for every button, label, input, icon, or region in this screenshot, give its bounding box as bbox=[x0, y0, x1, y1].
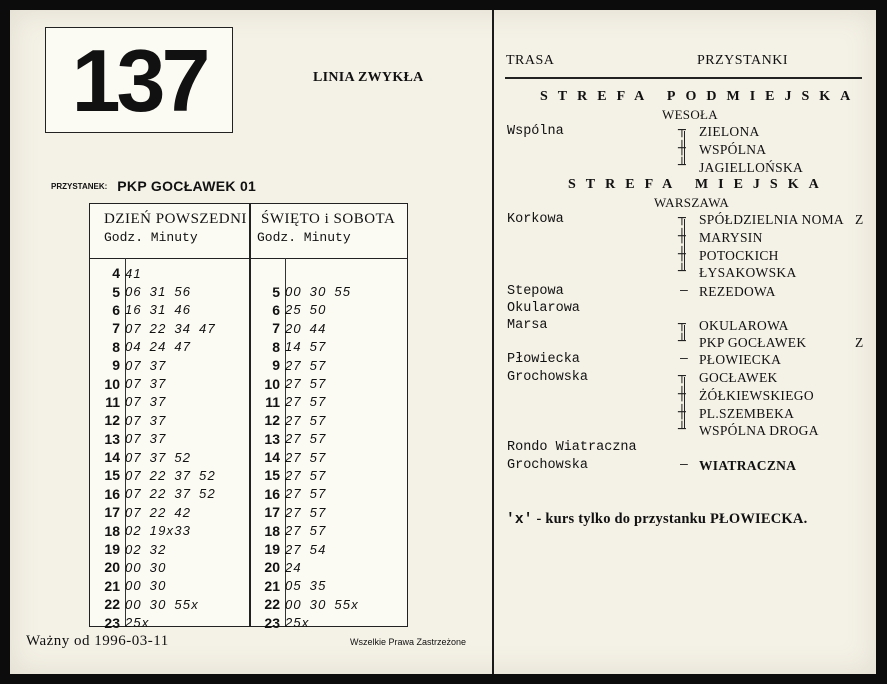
minutes-cell: 04 24 47 bbox=[125, 339, 192, 355]
holiday-row bbox=[250, 374, 409, 392]
hour-cell: 4 bbox=[112, 265, 120, 282]
minutes-cell: 20 44 bbox=[285, 320, 327, 336]
minutes-cell: 07 37 bbox=[125, 431, 167, 447]
minutes-cell: 27 57 bbox=[285, 394, 327, 410]
weekday-row bbox=[90, 374, 249, 392]
hour-cell: 16 bbox=[264, 485, 280, 502]
minutes-cell: 07 37 52 bbox=[125, 449, 192, 465]
stop-tick: ┴ bbox=[678, 334, 686, 349]
minutes-cell: 41 bbox=[125, 265, 142, 281]
minutes-cell: 00 30 bbox=[125, 559, 167, 575]
holiday-row bbox=[250, 338, 409, 356]
hour-cell: 10 bbox=[104, 375, 120, 392]
stop-plowiecka: PŁOWIECKA bbox=[699, 352, 782, 367]
hour-cell: 23 bbox=[104, 614, 120, 631]
minutes-cell: 27 57 bbox=[285, 486, 327, 502]
hour-cell: 9 bbox=[272, 357, 280, 374]
weekday-row bbox=[90, 521, 249, 539]
minutes-cell: 02 19x33 bbox=[125, 523, 192, 539]
minutes-cell: 27 57 bbox=[285, 376, 327, 392]
hour-cell: 18 bbox=[104, 522, 120, 539]
stops-header: PRZYSTANKI bbox=[697, 53, 788, 68]
note-text: - kurs tylko do przystanku PŁOWIECKA. bbox=[532, 511, 808, 527]
minutes-cell: 16 31 46 bbox=[125, 302, 192, 318]
minutes-cell: 24 bbox=[285, 559, 302, 575]
holiday-row bbox=[250, 356, 409, 374]
minutes-cell: 27 57 bbox=[285, 467, 327, 483]
stop-dash: – bbox=[680, 457, 688, 472]
note-symbol: 'x' bbox=[506, 512, 533, 528]
weekday-row bbox=[90, 595, 249, 613]
route-header: TRASA bbox=[506, 53, 555, 68]
minutes-cell: 07 22 37 52 bbox=[125, 467, 216, 483]
minutes-cell: 14 57 bbox=[285, 339, 327, 355]
panel-divider bbox=[492, 10, 494, 674]
minutes-cell: 27 57 bbox=[285, 431, 327, 447]
holiday-row bbox=[250, 485, 409, 503]
stop-potockich: POTOCKICH bbox=[699, 248, 779, 263]
weekday-header bbox=[104, 211, 247, 245]
weekday-row bbox=[90, 393, 249, 411]
zflag-pkp-goclawek: Z bbox=[855, 335, 864, 350]
hour-cell: 8 bbox=[272, 338, 280, 355]
weekday-row bbox=[90, 540, 249, 558]
hour-cell: 20 bbox=[264, 559, 280, 576]
street-grochowska: Grochowska bbox=[507, 370, 589, 385]
hour-cell: 10 bbox=[264, 375, 280, 392]
hour-cell: 22 bbox=[264, 596, 280, 613]
holiday-row bbox=[250, 319, 409, 337]
footnote bbox=[506, 511, 807, 528]
weekday-row bbox=[90, 301, 249, 319]
minutes-cell: 27 57 bbox=[285, 412, 327, 428]
holiday-row bbox=[250, 613, 409, 631]
holiday-header bbox=[257, 211, 395, 245]
hour-cell: 6 bbox=[272, 301, 280, 318]
street-rondo-wiatraczna: Rondo Wiatraczna bbox=[507, 440, 637, 455]
holiday-rows bbox=[250, 264, 409, 632]
hour-cell: 17 bbox=[104, 504, 120, 521]
minutes-cell: 06 31 56 bbox=[125, 284, 192, 300]
stop-wiatraczna: WIATRACZNA bbox=[699, 458, 797, 473]
weekday-row bbox=[90, 338, 249, 356]
zflag-noma: Z bbox=[855, 212, 864, 227]
hour-cell: 21 bbox=[264, 577, 280, 594]
minutes-cell: 00 30 bbox=[125, 578, 167, 594]
holiday-row bbox=[250, 430, 409, 448]
stop-tick: ┼ bbox=[678, 247, 686, 262]
stop-goclawek: GOCŁAWEK bbox=[699, 370, 778, 385]
holiday-row bbox=[250, 264, 409, 282]
minutes-cell: 05 35 bbox=[285, 578, 327, 594]
minutes-cell: 27 57 bbox=[285, 504, 327, 520]
street-plowiecka: Płowiecka bbox=[507, 352, 580, 367]
line-type: LINIA ZWYKŁA bbox=[313, 70, 424, 85]
minutes-cell: 25x bbox=[125, 615, 150, 631]
hour-cell: 22 bbox=[104, 596, 120, 613]
hour-cell: 11 bbox=[265, 393, 280, 410]
stop-pl-szembeka: PL.SZEMBEKA bbox=[699, 406, 795, 421]
hour-cell: 6 bbox=[112, 301, 120, 318]
weekday-row bbox=[90, 503, 249, 521]
stop-wspolna-droga: WSPÓLNA DROGA bbox=[699, 423, 819, 438]
stop-zolkiewskiego: ŻÓŁKIEWSKIEGO bbox=[699, 388, 814, 403]
street-okularowa: Okularowa bbox=[507, 301, 580, 316]
stop-name: PKP GOCŁAWEK 01 bbox=[117, 178, 257, 195]
minutes-cell: 07 22 34 47 bbox=[125, 320, 216, 336]
holiday-row bbox=[250, 558, 409, 576]
minutes-cell: 07 22 37 52 bbox=[125, 486, 216, 502]
weekday-row bbox=[90, 485, 249, 503]
holiday-row bbox=[250, 448, 409, 466]
stop-lysakowska: ŁYSAKOWSKA bbox=[699, 265, 797, 280]
stop-wspolna: WSPÓLNA bbox=[699, 142, 767, 157]
stop-line bbox=[51, 177, 256, 195]
weekday-subtitle: Godz. Minuty bbox=[104, 230, 198, 245]
hour-cell: 12 bbox=[104, 412, 120, 429]
stop-tick: ┬ bbox=[678, 369, 686, 384]
zone-suburban: STREFA PODMIEJSKA bbox=[540, 89, 861, 104]
hour-cell: 14 bbox=[104, 449, 120, 466]
stop-jagiellonska: JAGIELLOŃSKA bbox=[699, 160, 804, 175]
weekday-row bbox=[90, 264, 249, 282]
minutes-cell: 25 50 bbox=[285, 302, 327, 318]
hour-cell: 13 bbox=[104, 430, 120, 447]
street-wspolna: Wspólna bbox=[507, 124, 564, 139]
weekday-row bbox=[90, 613, 249, 631]
hour-cell: 8 bbox=[112, 338, 120, 355]
minutes-cell: 25x bbox=[285, 615, 310, 631]
stop-okularowa: OKULAROWA bbox=[699, 318, 789, 333]
town-wesola: WESOŁA bbox=[662, 107, 718, 122]
weekday-row bbox=[90, 448, 249, 466]
minutes-cell: 27 57 bbox=[285, 357, 327, 373]
hour-cell: 12 bbox=[264, 412, 280, 429]
weekday-rows bbox=[90, 264, 249, 632]
hour-cell: 5 bbox=[272, 283, 280, 300]
stop-marysin: MARYSIN bbox=[699, 230, 763, 245]
weekday-row bbox=[90, 558, 249, 576]
hour-cell: 11 bbox=[105, 393, 120, 410]
stop-tick: ┴ bbox=[678, 158, 686, 173]
stop-tick: ┼ bbox=[678, 405, 686, 420]
minutes-cell: 02 32 bbox=[125, 541, 167, 557]
minutes-cell: 07 22 42 bbox=[125, 504, 192, 520]
weekday-row bbox=[90, 282, 249, 300]
stop-spoldzielnia-noma: SPÓŁDZIELNIA NOMA bbox=[699, 212, 844, 227]
hour-cell: 17 bbox=[264, 504, 280, 521]
minutes-cell: 00 30 55x bbox=[125, 596, 199, 612]
street-korkowa: Korkowa bbox=[507, 212, 564, 227]
holiday-row bbox=[250, 521, 409, 539]
hour-cell: 13 bbox=[264, 430, 280, 447]
minutes-cell: 00 30 55 bbox=[285, 284, 352, 300]
weekday-title: DZIEŃ POWSZEDNI bbox=[104, 211, 247, 227]
holiday-row bbox=[250, 301, 409, 319]
hour-cell: 7 bbox=[112, 320, 120, 337]
stop-tick: ┼ bbox=[678, 141, 686, 156]
hour-cell: 15 bbox=[264, 467, 280, 484]
hour-cell: 16 bbox=[104, 485, 120, 502]
street-marsa: Marsa bbox=[507, 318, 548, 333]
hour-cell: 20 bbox=[104, 559, 120, 576]
stop-zielona: ZIELONA bbox=[699, 124, 760, 139]
header-rule bbox=[505, 77, 862, 79]
stop-tick: ┼ bbox=[678, 387, 686, 402]
hour-cell: 21 bbox=[104, 577, 120, 594]
holiday-row bbox=[250, 540, 409, 558]
minutes-cell: 27 57 bbox=[285, 449, 327, 465]
town-warszawa: WARSZAWA bbox=[654, 195, 730, 210]
stop-dash: – bbox=[680, 283, 688, 298]
hour-cell: 7 bbox=[272, 320, 280, 337]
weekday-row bbox=[90, 356, 249, 374]
minutes-cell: 27 57 bbox=[285, 523, 327, 539]
hour-cell: 9 bbox=[112, 357, 120, 374]
holiday-row bbox=[250, 466, 409, 484]
stop-label: PRZYSTANEK: bbox=[51, 181, 108, 191]
timetable-table bbox=[89, 203, 408, 631]
holiday-row bbox=[250, 411, 409, 429]
stop-tick: ┴ bbox=[678, 264, 686, 279]
weekday-row bbox=[90, 466, 249, 484]
stop-tick: ┴ bbox=[678, 422, 686, 437]
minutes-cell: 07 37 bbox=[125, 412, 167, 428]
minutes-cell: 07 37 bbox=[125, 376, 167, 392]
holiday-row bbox=[250, 282, 409, 300]
hour-cell: 19 bbox=[264, 541, 280, 558]
hour-cell: 18 bbox=[264, 522, 280, 539]
stop-tick: ┬ bbox=[678, 123, 686, 138]
rights-notice: Wszelkie Prawa Zastrzeżone bbox=[350, 637, 467, 647]
hour-cell: 14 bbox=[264, 449, 280, 466]
stop-pkp-goclawek: PKP GOCŁAWEK bbox=[699, 335, 807, 350]
hour-cell: 5 bbox=[112, 283, 120, 300]
stop-tick: ┬ bbox=[678, 211, 686, 226]
stop-rezedowa: REZEDOWA bbox=[699, 284, 776, 299]
street-stepowa: Stepowa bbox=[507, 284, 564, 299]
holiday-row bbox=[250, 503, 409, 521]
minutes-cell: 00 30 55x bbox=[285, 596, 359, 612]
holiday-subtitle: Godz. Minuty bbox=[257, 230, 351, 245]
stop-tick: ┬ bbox=[678, 317, 686, 332]
minutes-cell: 27 54 bbox=[285, 541, 327, 557]
stop-tick: ┼ bbox=[678, 229, 686, 244]
holiday-row bbox=[250, 595, 409, 613]
street-grochowska-2: Grochowska bbox=[507, 458, 589, 473]
hour-cell: 19 bbox=[104, 541, 120, 558]
holiday-row bbox=[250, 577, 409, 595]
holiday-title: ŚWIĘTO i SOBOTA bbox=[261, 211, 396, 227]
holiday-row bbox=[250, 393, 409, 411]
weekday-row bbox=[90, 319, 249, 337]
route-number: 137 bbox=[71, 31, 207, 130]
weekday-row bbox=[90, 430, 249, 448]
valid-from: Ważny od 1996-03-11 bbox=[26, 633, 169, 649]
minutes-cell: 07 37 bbox=[125, 394, 167, 410]
stop-dash: – bbox=[680, 351, 688, 366]
hour-cell: 23 bbox=[264, 614, 280, 631]
weekday-row bbox=[90, 577, 249, 595]
weekday-row bbox=[90, 411, 249, 429]
zone-city: STREFA MIEJSKA bbox=[568, 177, 829, 192]
route-number-box bbox=[45, 27, 233, 133]
minutes-cell: 07 37 bbox=[125, 357, 167, 373]
hour-cell: 15 bbox=[104, 467, 120, 484]
